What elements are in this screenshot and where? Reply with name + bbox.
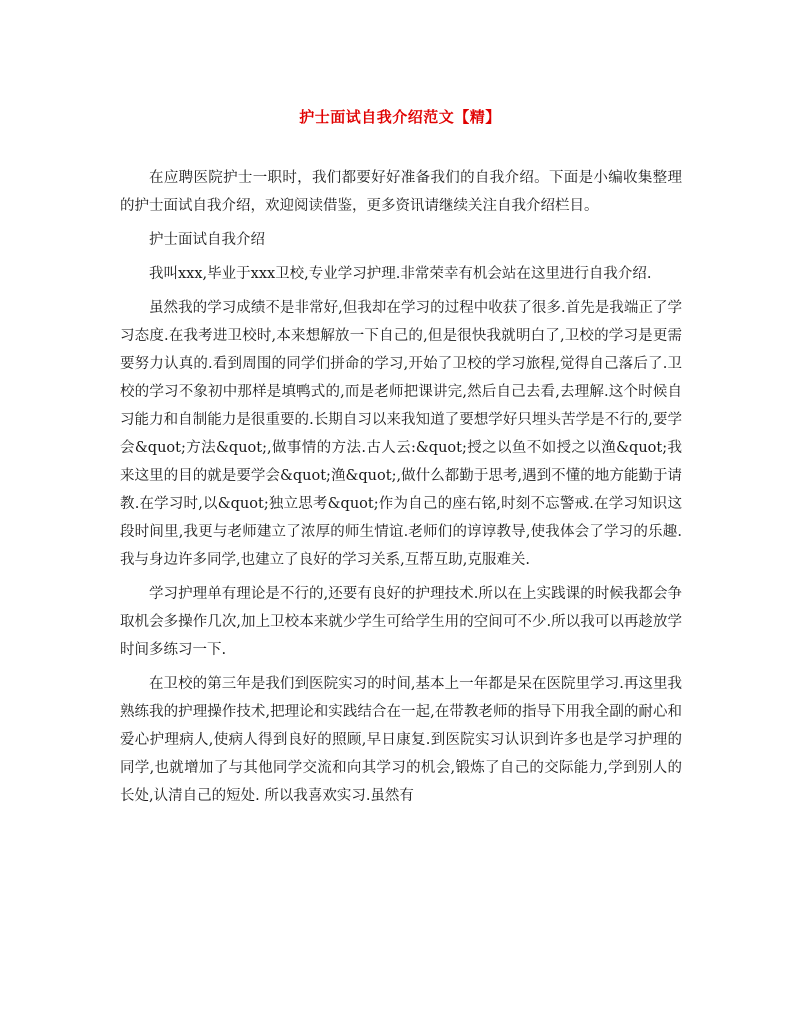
document-title: 护士面试自我介绍范文【精】 — [299, 108, 501, 126]
body-paragraph: 我叫xxx,毕业于xxx卫校,专业学习护理.非常荣幸有机会站在这里进行自我介绍. — [149, 266, 652, 282]
intro-paragraph: 在应聘医院护士一职时，我们都要好好准备我们的自我介绍。下面是小编收集整理的护士面试自我介绍，欢迎阅读借鉴，更多资讯请继续关注自我介绍栏目。 — [120, 170, 682, 214]
section-heading: 护士面试自我介绍 — [149, 232, 265, 248]
body-paragraph: 学习护理单有理论是不行的,还要有良好的护理技术.所以在上实践课的时候我都会争取机会多操作几次,加上卫校本来就少学生可给学生用的空间可不少.所以我可以再趁放学时间多练习一下. — [120, 586, 682, 658]
body-paragraph: 在卫校的第三年是我们到医院实习的时间,基本上一年都是呆在医院里学习.再这里我熟练我的护理操作技术,把理论和实践结合在一起,在带教老师的指导下用我全副的耐心和爱心护理病人,使病人得到良好的照顾,早日康复.到医院实习认识到许多也是学习护理的同学,也就增加了与其他同学交流和向其学习的机会,锻炼了自己的交际能力,学到别人的长处,认清自己的短处. 所以我喜欢实习.虽然有 — [120, 676, 682, 804]
body-paragraph: 虽然我的学习成绩不是非常好,但我却在学习的过程中收获了很多.首先是我端正了学习态度.在我考进卫校时,本来想解放一下自己的,但是很快我就明白了,卫校的学习是更需要努力认真的.看到周围的同学们拼命的学习,开始了卫校的学习旅程,觉得自己落后了.卫校的学习不象初中那样是填鸭式的,而是老师把课讲完,然后自己去看,去理解.这个时候自习能力和自制能力是很重要的.长期自习以来我知道了要想学好只埋头苦学是不行的,要学会&quot;方法&quot;,做事情的方法.古人云:&quot;授之以鱼不如授之以渔&quot;我来这里的目的就是要学会&quot;渔&quot;,做什么都勤于思考,遇到不懂的地方能勤于请教.在学习时,以&quot;独立思考&quot;作为自己的座右铭,时刻不忘警戒.在学习知识这段时间里,我更与老师建立了浓厚的师生情谊.老师们的谆谆教导,使我体会了学习的乐趣.我与身边许多同学,也建立了良好的学习关系,互帮互助,克服难关. — [120, 300, 682, 568]
document-body — [120, 164, 682, 810]
